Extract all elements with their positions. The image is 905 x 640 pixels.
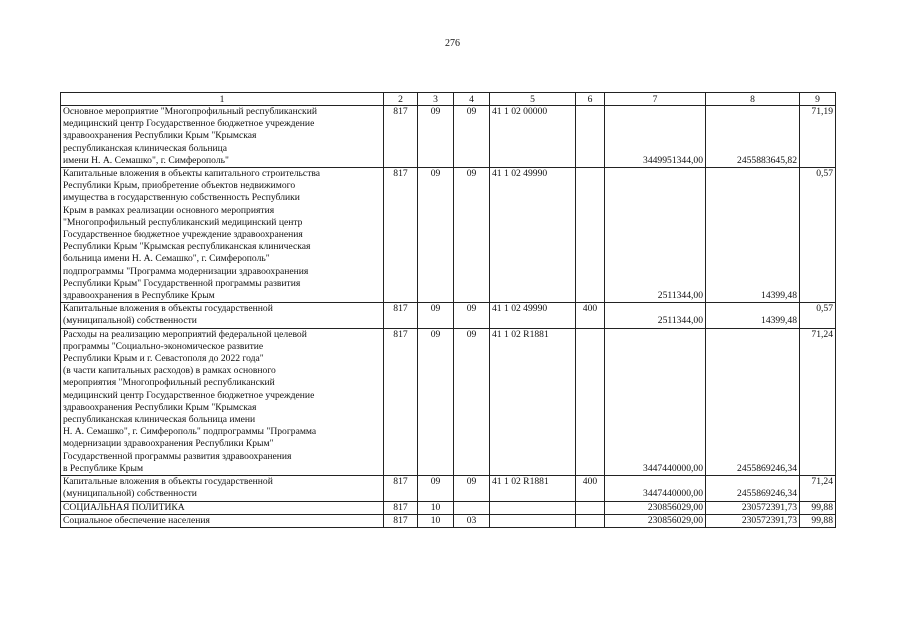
actual-amount-cell: 2455869246,34 [706,328,800,475]
row-name-cell: Социальное обеспечение населения [61,514,384,527]
actual-amount-cell: 230572391,73 [706,501,800,514]
subsection-code-cell: 03 [454,514,490,527]
section-code-cell: 09 [418,476,454,501]
target-article-cell [490,514,576,527]
section-code-cell: 10 [418,501,454,514]
expense-type-cell [576,168,605,303]
column-header: 2 [384,93,418,106]
grbs-code-cell: 817 [384,476,418,501]
planned-amount-cell: 2511344,00 [605,303,706,328]
grbs-code-cell: 817 [384,106,418,168]
row-name-cell: Капитальные вложения в объекты государственной (муниципальной) собственности [61,476,384,501]
subsection-code-cell: 09 [454,106,490,168]
column-header: 1 [61,93,384,106]
planned-amount-cell: 2511344,00 [605,168,706,303]
target-article-cell [490,501,576,514]
page-number: 276 [445,38,460,49]
subsection-code-cell: 09 [454,328,490,475]
expense-type-cell [576,106,605,168]
section-code-cell: 09 [418,168,454,303]
percent-cell: 71,24 [800,476,836,501]
section-code-cell: 10 [418,514,454,527]
table-row [61,328,836,475]
expense-type-cell: 400 [576,476,605,501]
row-name-cell: Основное мероприятие "Многопрофильный республиканский медицинский центр Государственное бюджетное учреждение здравоохранения Республики Крым "Крымская республиканская клиническая больница имени Н. А. Семашко", г. Симферополь" [61,106,384,168]
expense-type-cell [576,501,605,514]
expense-type-cell: 400 [576,303,605,328]
subsection-code-cell [454,501,490,514]
row-name-cell: Расходы на реализацию мероприятий федеральной целевой программы "Социально-экономическое развитие Республики Крым и г. Севастополя до 2022 года" (в части капитальных расходов) в рамках основного мероприятия "Многопрофильный республиканский медицинский центр Государственное бюджетное учреждение здравоохранения Республики Крым "Крымская республиканская клиническая больница имени Н. А. Семашко", г. Симферополь" подпрограммы "Программа модернизации здравоохранения Республики Крым" Государственной программы развития здравоохранения в Республике Крым [61,328,384,475]
column-header: 5 [490,93,576,106]
row-name-cell: Капитальные вложения в объекты капитального строительства Республики Крым, приобретение объектов недвижимого имущества в государственную собственность Республики Крым в рамках реализации основного мероприятия "Многопрофильный республиканский медицинский центр Государственное бюджетное учреждение здравоохранения Республики Крым "Крымская республиканская клиническая больница имени Н. А. Семашко", г. Симферополь" подпрограммы "Программа модернизации здравоохранения Республики Крым" Государственной программы развития здравоохранения в Республике Крым [61,168,384,303]
table-row [61,168,836,303]
subsection-code-cell: 09 [454,476,490,501]
grbs-code-cell: 817 [384,168,418,303]
percent-cell: 99,88 [800,501,836,514]
table-row [61,501,836,514]
column-header: 9 [800,93,836,106]
row-name-cell: Капитальные вложения в объекты государственной (муниципальной) собственности [61,303,384,328]
actual-amount-cell: 2455869246,34 [706,476,800,501]
budget-table [60,92,836,528]
actual-amount-cell: 14399,48 [706,168,800,303]
planned-amount-cell: 3449951344,00 [605,106,706,168]
subsection-code-cell: 09 [454,303,490,328]
grbs-code-cell: 817 [384,328,418,475]
target-article-cell: 41 1 02 00000 [490,106,576,168]
section-code-cell: 09 [418,303,454,328]
section-code-cell: 09 [418,328,454,475]
subsection-code-cell: 09 [454,168,490,303]
grbs-code-cell: 817 [384,303,418,328]
planned-amount-cell: 230856029,00 [605,514,706,527]
target-article-cell: 41 1 02 49990 [490,303,576,328]
actual-amount-cell: 230572391,73 [706,514,800,527]
expense-type-cell [576,328,605,475]
column-header: 7 [605,93,706,106]
row-name-cell: СОЦИАЛЬНАЯ ПОЛИТИКА [61,501,384,514]
actual-amount-cell: 14399,48 [706,303,800,328]
planned-amount-cell: 3447440000,00 [605,328,706,475]
percent-cell: 99,88 [800,514,836,527]
percent-cell: 71,19 [800,106,836,168]
table-row [61,303,836,328]
planned-amount-cell: 3447440000,00 [605,476,706,501]
column-header: 8 [706,93,800,106]
actual-amount-cell: 2455883645,82 [706,106,800,168]
percent-cell: 71,24 [800,328,836,475]
column-header: 6 [576,93,605,106]
percent-cell: 0,57 [800,168,836,303]
grbs-code-cell: 817 [384,501,418,514]
table-header-row [61,93,836,106]
table-row [61,106,836,168]
target-article-cell: 41 1 02 49990 [490,168,576,303]
target-article-cell: 41 1 02 R1881 [490,328,576,475]
column-header: 4 [454,93,490,106]
target-article-cell: 41 1 02 R1881 [490,476,576,501]
section-code-cell: 09 [418,106,454,168]
table-row [61,476,836,501]
table-row [61,514,836,527]
percent-cell: 0,57 [800,303,836,328]
expense-type-cell [576,514,605,527]
planned-amount-cell: 230856029,00 [605,501,706,514]
grbs-code-cell: 817 [384,514,418,527]
column-header: 3 [418,93,454,106]
